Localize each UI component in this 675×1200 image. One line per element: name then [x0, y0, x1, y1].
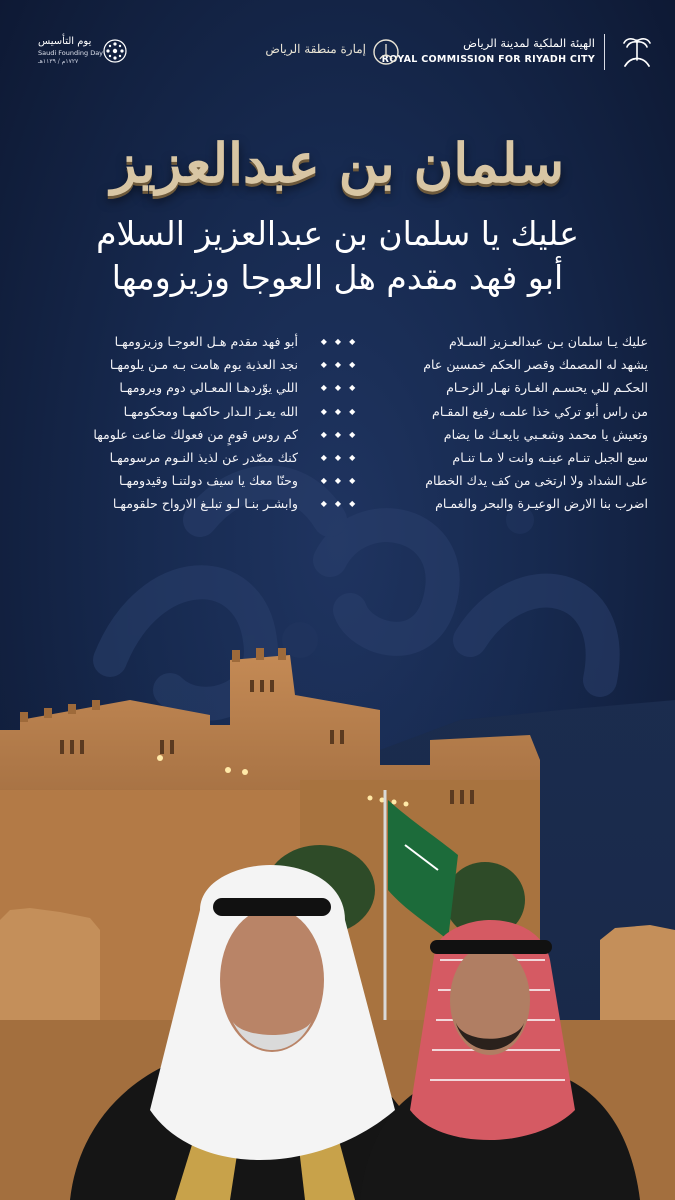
- verse-first-half: سبع الجبل تنـام عينـه وانت لا مـا تنـام: [452, 449, 648, 465]
- verse-separator: ◆◆◆: [320, 360, 364, 370]
- verse-separator: ◆◆◆: [320, 429, 364, 439]
- verse-first-half: عليك يـا سلمان بـن عبدالعـزيز السـلام: [448, 334, 648, 349]
- verse-first-half: يشهد له المصمك وقصر الحكم خمسين عام: [423, 357, 648, 373]
- verse-second-half: وحنّا معك يا سيف دولتنـا وقيدومهـا: [118, 473, 298, 489]
- verse-second-half: وابشـر بنـا لـو تبلـغ الارواح حلقومهـا: [112, 496, 298, 512]
- rcrc-logo: [377, 30, 657, 78]
- founding-day-years: ١٧٢٧م / ١١٣٩هـ: [38, 58, 79, 65]
- verse-first-half: وتعيش يا محمد وشعـبي بايعـك ما يضام: [443, 426, 648, 442]
- verse-separator: ◆◆◆: [320, 406, 364, 416]
- logo-divider: [604, 34, 605, 70]
- verse-second-half: اللي يوّردهـا المعـالي دوم ويرومهـا: [119, 380, 298, 396]
- verse-separator: ◆◆◆: [320, 476, 364, 486]
- verse-second-half: أبو فهد مقدم هـل العوجـا وزيزومهـا: [114, 334, 298, 349]
- verse-row: [36, 330, 648, 353]
- page-title: سلمان بن عبدالعزيز: [110, 131, 565, 195]
- verse-second-half: الله يعـز الـدار حاكمهـا ومحكومهـا: [123, 403, 298, 419]
- verse-row: [36, 353, 648, 376]
- founding-day-logo: [36, 36, 136, 70]
- verse-row: [36, 400, 648, 423]
- emblem-seal-icon: [372, 38, 400, 66]
- founding-day-seal-icon: [102, 38, 128, 64]
- verse-first-half: اضرب بنا الارض الوعيـرة والبحر والغمـام: [435, 496, 648, 512]
- verse-row: [36, 446, 648, 469]
- verse-row: [36, 492, 648, 515]
- verse-separator: ◆◆◆: [320, 383, 364, 393]
- founding-day-arabic: يوم التأسيس: [38, 36, 92, 47]
- subtitle-line-1: عليك يا سلمان بن عبدالعزيز السلام: [96, 214, 579, 253]
- poem: [36, 330, 648, 516]
- palm-swords-icon: [617, 32, 657, 72]
- subtitle-line-2: أبو فهد مقدم هل العوجا وزيزومها: [111, 258, 564, 297]
- emirate-name: إمارة منطقة الرياض: [265, 42, 366, 56]
- verse-first-half: على الشداد ولا ارتخى من كف يدك الخطام: [425, 473, 648, 489]
- emirate-logo: [265, 36, 400, 70]
- verse-separator: ◆◆◆: [320, 337, 364, 346]
- verse-first-half: الحكـم للي يحسـم الغـارة نهـار الزحـام: [446, 380, 648, 396]
- verse-row: [36, 423, 648, 446]
- verse-separator: ◆◆◆: [320, 452, 364, 462]
- verse-second-half: كم روس قومٍ من فعولك ضاعت علومها: [93, 426, 298, 442]
- verse-second-half: نجد العذية يوم هامت بـه مـن يلومهـا: [109, 357, 298, 373]
- verse-first-half: من راس أبو تركي خذا علمـه رفيع المقـام: [432, 403, 648, 419]
- verse-row: [36, 376, 648, 399]
- verse-separator: ◆◆◆: [320, 499, 364, 509]
- verse-row: [36, 469, 648, 492]
- founding-day-english: Saudi Founding Day: [38, 49, 104, 57]
- palace-scene: [0, 640, 675, 1200]
- verse-second-half: كنك مصّدر عن لذيذ النـوم مرسومهـا: [109, 449, 298, 465]
- rcrc-name-english: ROYAL COMMISSION FOR RIYADH CITY: [381, 54, 595, 65]
- rcrc-name-arabic: الهيئة الملكية لمدينة الرياض: [463, 36, 595, 50]
